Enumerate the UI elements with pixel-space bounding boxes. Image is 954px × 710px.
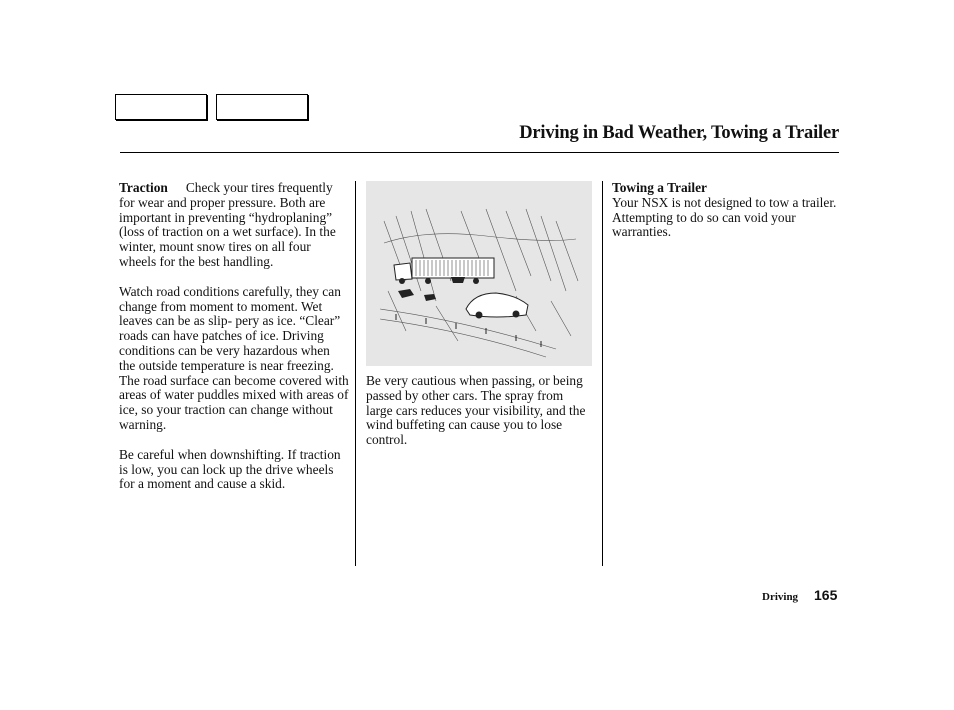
nav-tab-box-1 [115, 94, 207, 120]
page-title: Driving in Bad Weather, Towing a Trailer [519, 123, 839, 143]
footer-section-label: Driving [762, 591, 799, 603]
left-column [119, 181, 349, 507]
downshifting-paragraph: Be careful when downshifting. If traction is low, you can lock up the drive wheels for a moment and cause a skid. [119, 446, 341, 492]
traction-text: Check your tires frequently for wear and proper pressure. Both are important in preventing “hydroplaning” (loss of traction on a wet surface). In the winter, mount snow tires on all four wheels for the best handling. [119, 180, 336, 269]
passing-caution-paragraph: Be very cautious when passing, or being passed by other cars. The spray from large cars reduces your visibility, and the wind buffeting can cause you to lose control. [366, 373, 586, 448]
road-conditions-paragraph: Watch road conditions carefully, they can change from moment to moment. Wet leaves can be as slip- pery as ice. “Clear” roads can have patches of ice. Driving conditions can be very hazardous when the outside temperature is near freezing. The road surface can become covered with areas of water puddles mixed with areas of ice, so your traction can change without warning. [119, 283, 349, 432]
rain-scene-icon [366, 181, 592, 366]
title-rule [120, 152, 839, 153]
column-divider-left [355, 181, 356, 566]
page-number: 165 [814, 587, 838, 603]
towing-heading: Towing a Trailer [612, 180, 707, 195]
towing-paragraph: Your NSX is not designed to tow a trailer. Attempting to do so can void your warranties. [612, 194, 837, 240]
traction-paragraph [119, 181, 349, 270]
nav-tab-box-2 [216, 94, 308, 120]
middle-column [366, 374, 592, 463]
truck-passing-car-in-rain-illustration [366, 181, 592, 366]
column-divider-right [602, 181, 603, 566]
right-column [612, 181, 840, 255]
traction-heading: Traction [119, 180, 168, 195]
